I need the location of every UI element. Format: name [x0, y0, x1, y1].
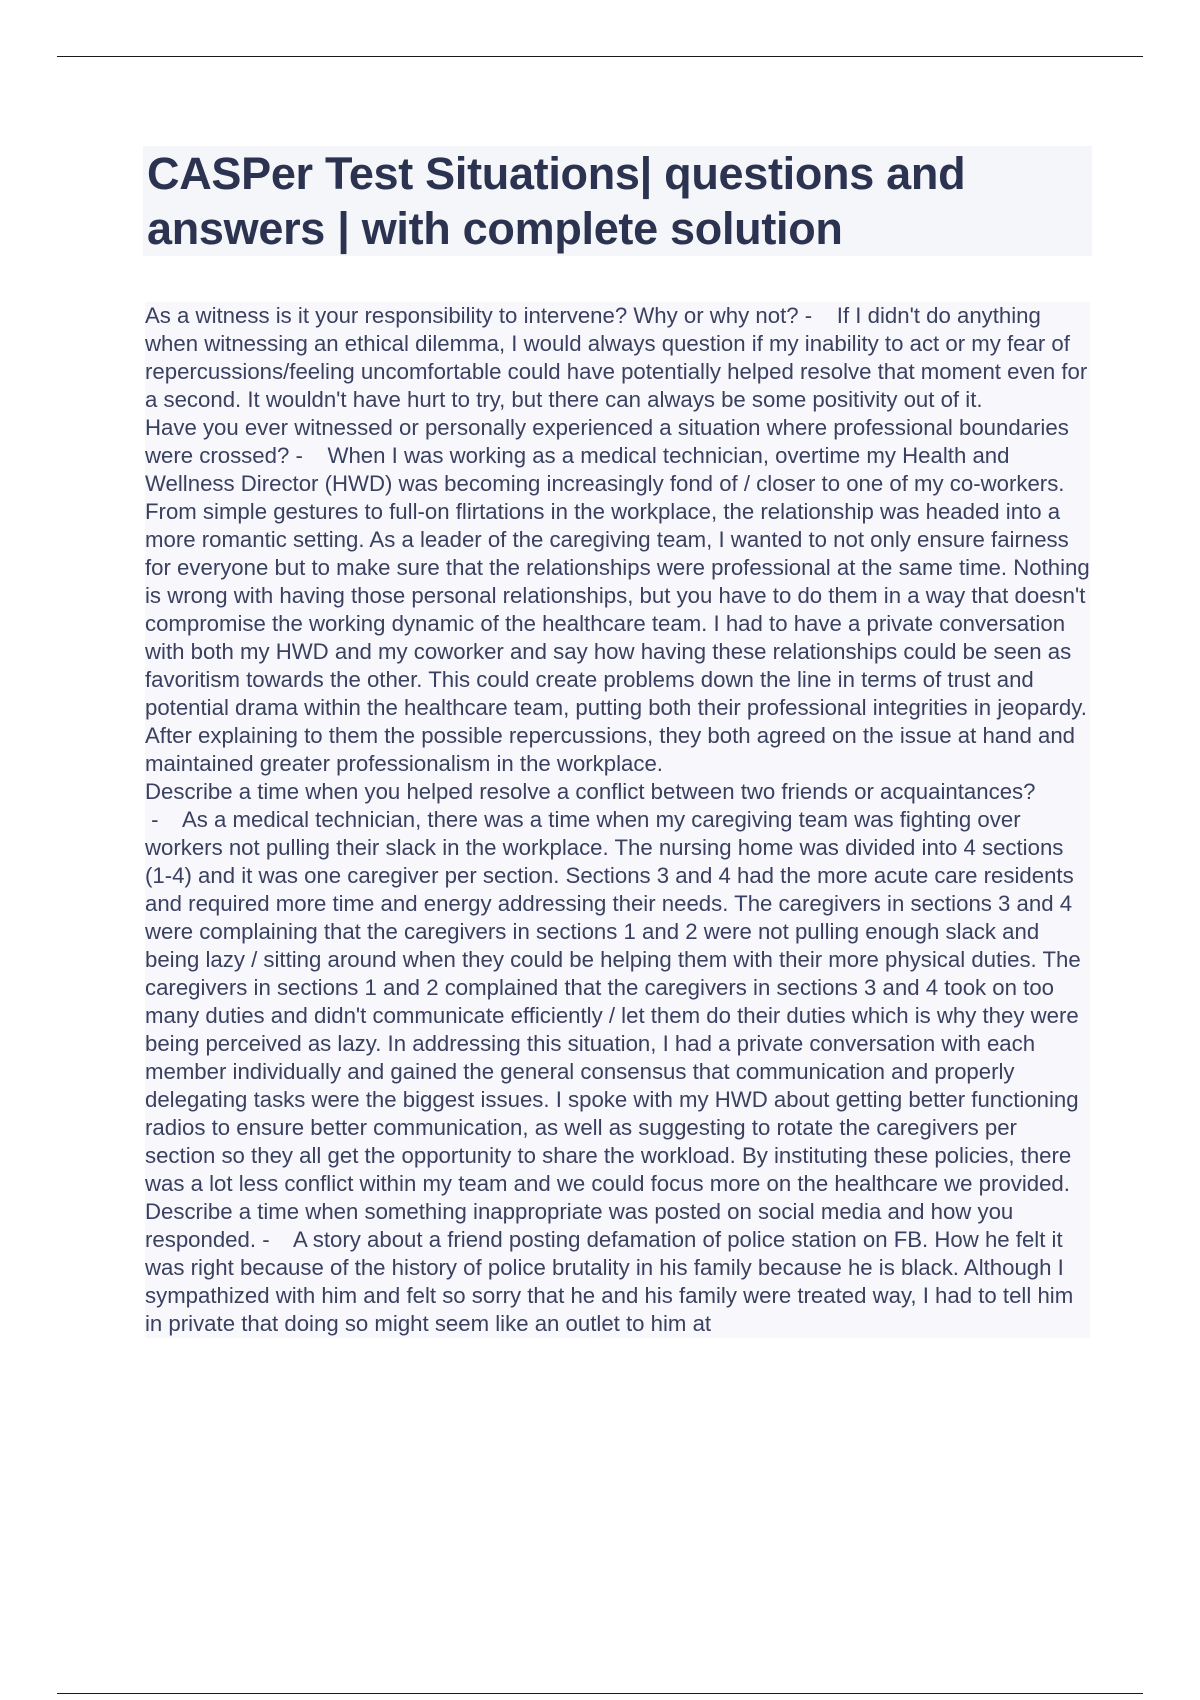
qa-separator: - [798, 303, 837, 328]
qa-item [145, 302, 1090, 414]
qa-item [145, 1198, 1090, 1338]
bottom-rule [57, 1693, 1143, 1694]
question-text: Describe a time when something inappropriate was posted on social media and how you responded. [145, 1199, 1014, 1252]
answer-text: As a medical technician, there was a time when my caregiving team was fighting over workers not pulling their slack in the workplace. The nursing home was divided into 4 sections (1-4) and it was one caregiver per section. Sections 3 and 4 had the more acute care residents and required more time and energy addressing their needs. The caregivers in sections 3 and 4 were complaining that the caregivers in sections 1 and 2 were not pulling enough slack and being lazy / sitting around when they could be helping them with their more physical duties. The caregivers in sections 1 and 2 complained that the caregivers in sections 3 and 4 took on too many duties and didn't communicate efficiently / let them do their duties which is why they were being perceived as lazy. In addressing this situation, I had a private conversation with each member individually and gained the general consensus that communication and properly delegating tasks were the biggest issues. I spoke with my HWD about getting better functioning radios to ensure better communication, as well as suggesting to rotate the caregivers per section so they all get the opportunity to share the workload. By instituting these policies, there was a lot less conflict within my team and we could focus more on the healthcare we provided. [145, 807, 1081, 1196]
qa-item [145, 778, 1090, 1198]
answer-text: If I didn't do anything when witnessing an ethical dilemma, I would always question if my inability to act or my fear of repercussions/feeling uncomfortable could have potentially helped resolve that moment even for a second. It wouldn't have hurt to try, but there can always be some positivity out of it. [145, 303, 1088, 412]
answer-text: When I was working as a medical technician, overtime my Health and Wellness Director (HWD) was becoming increasingly fond of / closer to one of my co-workers. From simple gestures to full-on flirtations in the workplace, the relationship was headed into a more romantic setting. As a leader of the caregiving team, I wanted to not only ensure fairness for everyone but to make sure that the relationships were professional at the same time. Nothing is wrong with having those personal relationships, but you have to do them in a way that doesn't compromise the working dynamic of the healthcare team. I had to have a private conversation with both my HWD and my coworker and say how having these relationships could be seen as favoritism towards the other. This could create problems down the line in terms of trust and potential drama within the healthcare team, putting both their professional integrities in jeopardy. After explaining to them the possible repercussions, they both agreed on the issue at hand and maintained greater professionalism in the workplace. [145, 443, 1090, 776]
document-title: CASPer Test Situations| questions and answers | with complete solution [147, 148, 966, 254]
qa-separator: - [256, 1227, 294, 1252]
question-text: Have you ever witnessed or personally experienced a situation where professional boundaries were crossed? [145, 415, 1069, 468]
document-body [145, 302, 1090, 1338]
question-text: As a witness is it your responsibility to intervene? Why or why not? [145, 303, 799, 328]
qa-separator: - [145, 807, 182, 832]
answer-text: A story about a friend posting defamation of police station on FB. How he felt it was right because of the history of police brutality in his family because he is black. Although I sympathized with him and felt so sorry that he and his family were treated way, I had to tell him in private that doing so might seem like an outlet to him at [145, 1227, 1074, 1336]
qa-separator: - [289, 443, 328, 468]
question-text: Describe a time when you helped resolve a conflict between two friends or acquaintances? [145, 779, 1036, 804]
title-block [143, 146, 1092, 256]
qa-item [145, 414, 1090, 778]
top-rule [57, 56, 1143, 57]
